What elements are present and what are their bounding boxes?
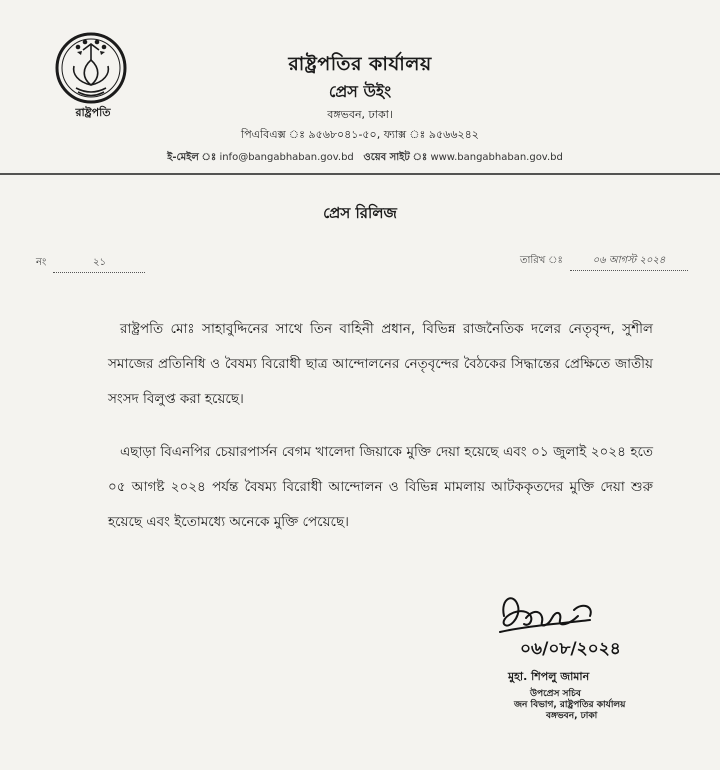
body-paragraph-2: এছাড়া বিএনপির চেয়ারপার্সন বেগম খালেদা জিয়াকে মুক্তি দেয়া হয়েছে এবং ০১ জুলাই ২০২৪ হতে ০৫ আগষ্ট ২০২৪ পর্যন্ত বৈষম্য বিরোধী আন্দোলন ও বিভিন্ন মামলায় আটককৃতদের মুক্তি দেয়া শুরু হয়েছে এবং ইতোমধ্যে অনেকে মুক্তি পেয়েছে।	[108, 444, 653, 530]
date-value: ০৬ আগস্ট ২০২৪	[570, 253, 688, 271]
signatory-name: মুহা. শিপলু জামান	[508, 670, 590, 683]
email-address: info@bangabhaban.gov.bd	[219, 152, 354, 163]
contact-line	[130, 150, 600, 167]
office-title: রাষ্ট্রপতির কার্যালয়	[288, 53, 432, 75]
signatory-place: বঙ্গভবন, ঢাকা	[546, 711, 598, 721]
signatory-designation: উপপ্রেস সচিব	[530, 689, 581, 699]
emblem-caption: রাষ্ট্রপতি	[75, 106, 111, 119]
website-label: ওয়েব সাইট ঃ	[363, 152, 428, 163]
release-date	[520, 253, 688, 271]
signature-mark	[486, 588, 626, 668]
release-title: প্রেস রিলিজ	[323, 204, 397, 222]
office-address: বঙ্গভবন, ঢাকা।	[327, 108, 393, 121]
reference-number	[36, 255, 145, 273]
header-divider	[0, 173, 720, 175]
press-wing: প্রেস উইং	[328, 82, 392, 101]
body-paragraph-1: রাষ্ট্রপতি মোঃ সাহাবুদ্দিনের সাথে তিন বাহিনী প্রধান, বিভিন্ন রাজনৈতিক দলের নেতৃবৃন্দ, সুশীল সমাজের প্রতিনিধি ও বৈষম্য বিরোধী ছাত্র আন্দোলনের নেতৃবৃন্দের বৈঠকের সিদ্ধান্তের প্রেক্ষিতে জাতীয় সংসদ বিলুপ্ত করা হয়েছে।	[108, 321, 653, 407]
date-label: তারিখ ঃ	[520, 255, 563, 266]
email-label: ই-মেইল ঃ	[167, 152, 217, 163]
phone-fax: পিএবিএক্স ঃ ৯৫৬৮০৪১-৫০, ফ্যাক্স ঃ ৯৫৬৬২৪২	[241, 128, 479, 141]
reference-value: ২১	[53, 255, 145, 273]
reference-label: নং	[36, 257, 47, 268]
signature-date: ০৬/০৮/২০২৪	[520, 639, 621, 659]
signatory-office: জন বিভাগ, রাষ্ট্রপতির কার্যালয়	[514, 700, 626, 710]
release-body	[108, 312, 653, 540]
website-address: www.bangabhaban.gov.bd	[430, 152, 563, 163]
